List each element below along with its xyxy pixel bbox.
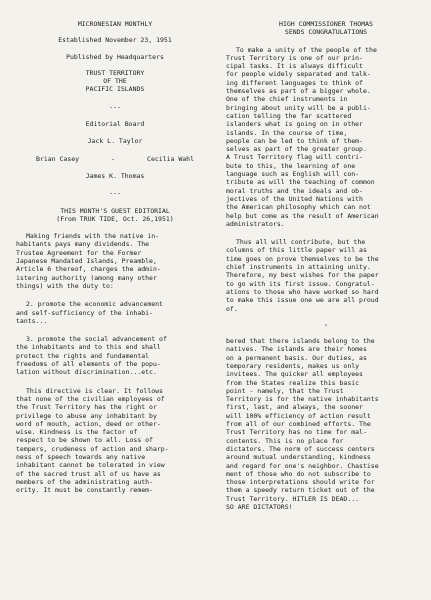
left-column: [16, 20, 214, 504]
editorial-board-member: Jack L. Taylor: [87, 137, 143, 146]
territory-line-1: TRUST TERRITORY: [85, 68, 145, 77]
congratulations-paragraph: Thus all will contribute, but the columns of this little paper will as time goes on prove themselves to be the chief instruments in attaining unity. Therefore, my best wishes for the paper to go with its first issue. Congratul- ations to those who have worked so hard to make this issue one we are all proud of.: [226, 238, 379, 313]
established-date: Established November 23, 1951: [58, 36, 172, 45]
guest-editorial-heading: THIS MONTH'S GUEST EDITORIAL (From TRUK TIDE, Oct. 26,1951): [56, 206, 174, 223]
editorial-board-title: Editorial Board: [85, 120, 145, 129]
published-by: Published by Headquarters: [66, 52, 164, 61]
guest-editorial-paragraph: Making friends with the native in- habitants pays many dividends. The Trustee Agreement for the Former Japanese Mandated Islands, Preamble, Article 6 thereof, charges the admin- istering authority (among many other things) with the duty to:: [16, 232, 161, 290]
editorial-board-member: James K. Thomas: [85, 171, 145, 180]
guest-editorial-paragraph: This directive is clear. It follows that none of the civilian employees of the Trust Territory has the right or privilege to abuse any inhabitant by word of mouth, action, deed or other- wise. Kindness is the factor of respect to be shown to all. Loss of tempers, crudeness of action and sharp- ness of speech towards any native inhabitant cannot be tolerated in view of the sacred trust all of us have as members of the administrating auth- ority. It must be constantly remem-: [16, 386, 169, 495]
right-column: [226, 20, 426, 521]
territory-line-3: PACIFIC ISLANDS: [85, 85, 145, 94]
separator: ---: [109, 189, 121, 198]
editorial-board-member: Cecilia Wahl: [147, 154, 194, 163]
congratulations-paragraph: To make a unity of the people of the Trust Territory is one of our prin- cipal tasks. It is always difficult for people widely separated and talk- ing different languages to think of themselves as part of a bigger whole. One of the chief instruments in bringing about unity will be a publi- cation telling the far scattered islanders what is going on in other islands. In the course of time, people can be led to think of them- selves as part of the greater group. A Trust Territory flag will contri- bute to this, the learning of one language such as English will con- tribute as will the teaching of common moral truths and the ideals and ob- jectives of the United Nations with the American philosophy which can not help but come as the result of American administrators.: [226, 45, 379, 228]
guest-editorial-paragraph: 2. promote the economic advancement and self-sufficiency of the inhabi- tants...: [16, 300, 163, 325]
guest-editorial-continued: bered that there islands belong to the natives. The islands are their homes on a permanent basis. Our duties, as temporary residents, makes us only invitees. The quicker all employees from the States realize this basic point - namely, that the Trust Territory is for the native inhabitants first, last, and always, the sooner will 100% efficiency of action result from all of our combined efforts. The Trust Territory has no time for mal- contents. This is no place for dictators. The norm of success centers around mutual understanding, kindness and regard for one's neighbor. Chastise ment of those who do not subscribe to those interpretations should write for them a speedy return ticket out of the Trust Territory. HITLER IS DEAD... SO ARE DICTATORS!: [226, 337, 379, 512]
guest-editorial-paragraph: 3. promote the social advancement of the inhabitants and to this end shall protect the rights and fundamental freedoms of all elements of the popu- lation without discrimination...etc.: [16, 335, 167, 377]
editorial-board-member: Brian Casey: [36, 154, 80, 163]
territory-line-2: OF THE: [103, 77, 127, 86]
section-divider-star: *: [324, 323, 328, 330]
separator-dash: -: [111, 154, 115, 163]
congratulations-heading: HIGH COMMISSIONER THOMAS SENDS CONGRATULATIONS: [279, 20, 373, 37]
masthead-title: MICRONESIAN MONTHLY: [77, 20, 153, 28]
editorial-board-row: [16, 155, 214, 163]
separator: ---: [109, 102, 121, 111]
